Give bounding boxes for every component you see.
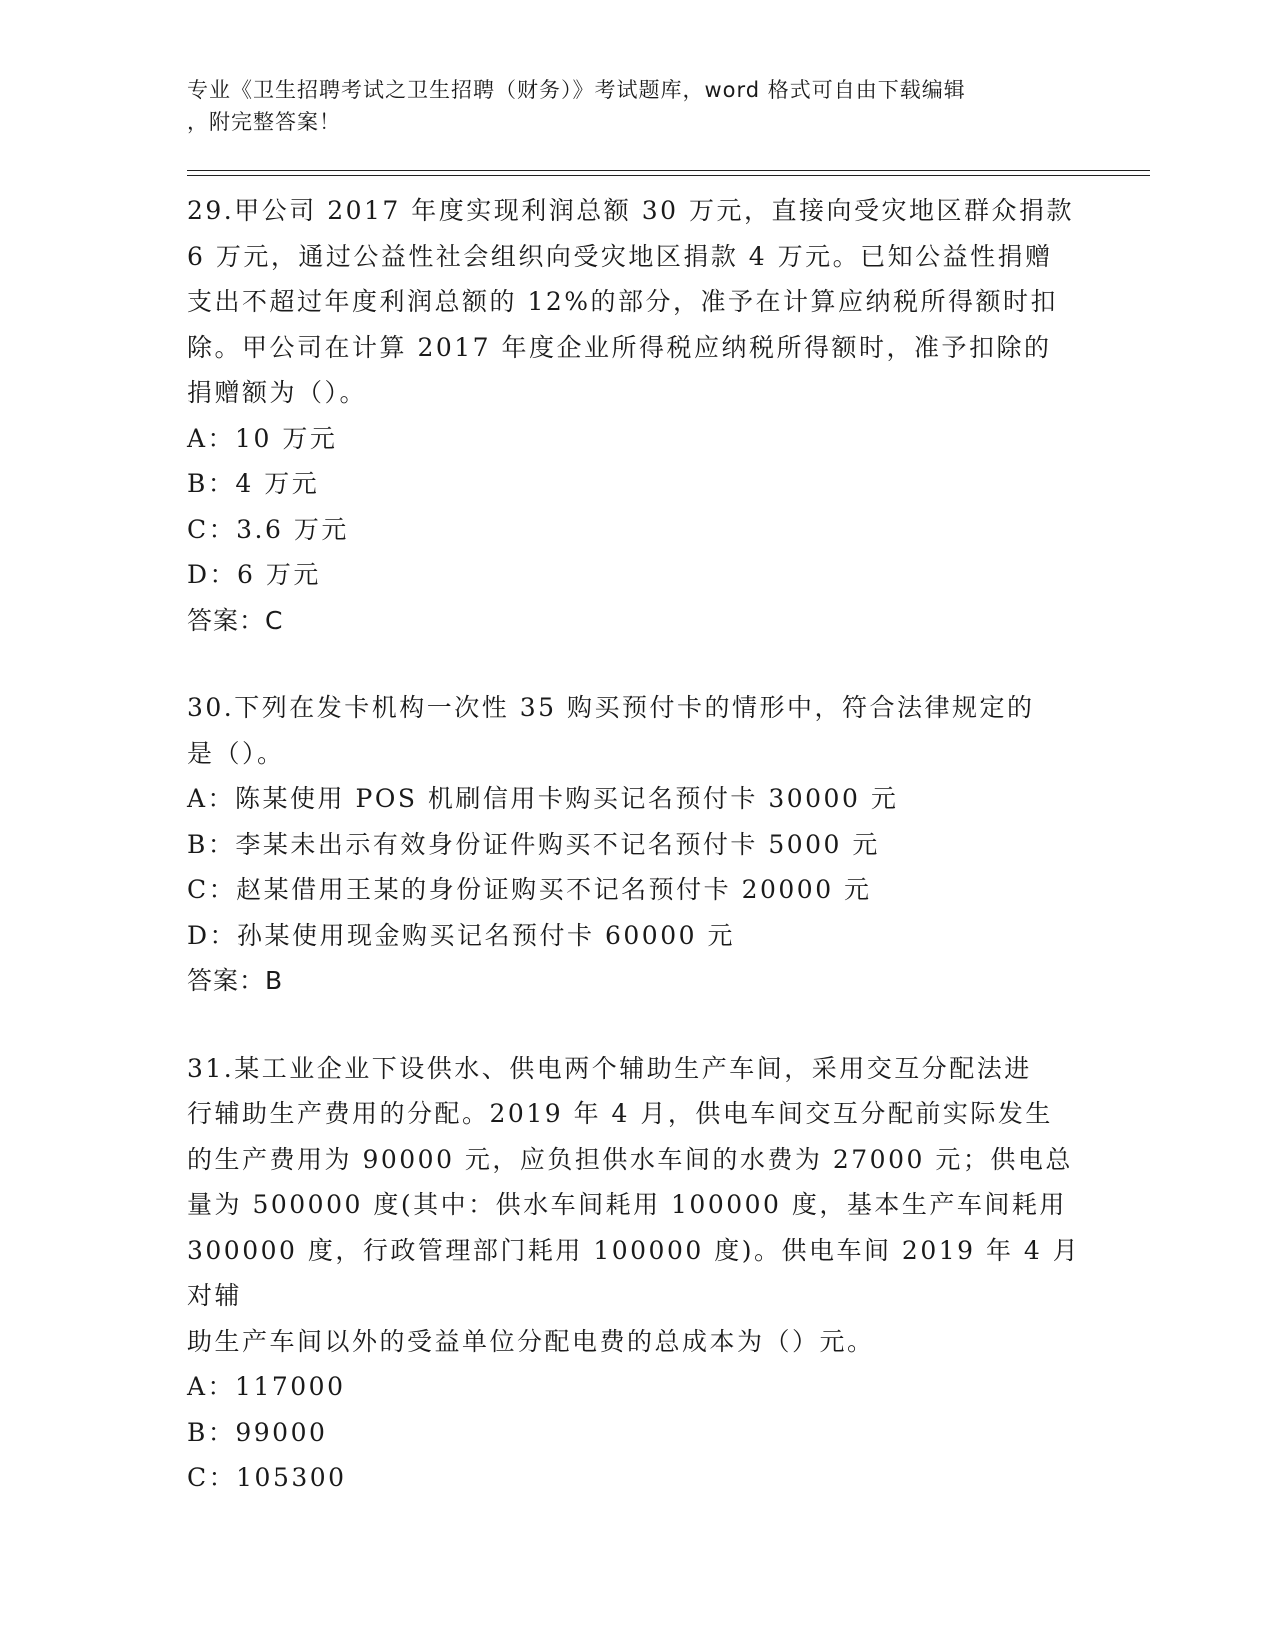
option-b: B：99000	[187, 1417, 328, 1447]
answer-label: 答案：B	[187, 966, 284, 995]
document-header	[187, 74, 1067, 138]
option-c: C：3.6 万元	[187, 514, 349, 544]
question-stem: 30.下列在发卡机构一次性 35 购买预付卡的情形中，符合法律规定的 是（）。	[187, 693, 1035, 768]
option-c: C：赵某借用王某的身份证购买不记名预付卡 20000 元	[187, 875, 872, 904]
answer-label: 答案：C	[187, 605, 284, 635]
header-divider-bottom	[187, 175, 1150, 176]
option-a: A：陈某使用 POS 机刷信用卡购买记名预付卡 30000 元	[187, 784, 899, 813]
header-line-1: 专业《卫生招聘考试之卫生招聘（财务）》考试题库，word 格式可自由下载编辑	[187, 78, 966, 102]
header-divider-top	[187, 170, 1150, 171]
question-stem: 29.甲公司 2017 年度实现利润总额 30 万元，直接向受灾地区群众捐款 6 万元，通过公益性社会组织向受灾地区捐款 4 万元。已知公益性捐赠 支出不超过年度利润总额的 12%的部分，准予在计算应纳税所得额时扣 除。甲公司在计算 2017 年度企业所得税应纳税所得额时，准予扣除的 捐赠额为（）。	[187, 196, 1074, 407]
question-31	[187, 1046, 1087, 1501]
option-a: A：117000	[187, 1372, 346, 1401]
question-stem: 31.某工业企业下设供水、供电两个辅助生产车间，采用交互分配法进 行辅助生产费用的分配。2019 年 4 月，供电车间交互分配前实际发生 的生产费用为 90000 元，应负担供水车间的水费为 27000 元；供电总 量为 500000 度(其中：供水车间耗用 100000 度，基本生产车间耗用 300000 度，行政管理部门耗用 100000 度)。供电车间 2019 年 4 月对辅 助生产车间以外的受益单位分配电费的总成本为（）元。	[187, 1053, 1081, 1356]
option-c: C：105300	[187, 1463, 347, 1492]
question-29	[187, 188, 1087, 643]
option-b: B：4 万元	[187, 469, 320, 498]
question-list	[187, 188, 1087, 1543]
option-d: D：孙某使用现金购买记名预付卡 60000 元	[187, 920, 735, 950]
option-d: D：6 万元	[187, 560, 321, 589]
option-b: B：李某未出示有效身份证件购买不记名预付卡 5000 元	[187, 829, 880, 859]
option-a: A：10 万元	[187, 423, 338, 453]
question-30	[187, 685, 1087, 1004]
header-line-2: ，附完整答案！	[187, 110, 341, 134]
